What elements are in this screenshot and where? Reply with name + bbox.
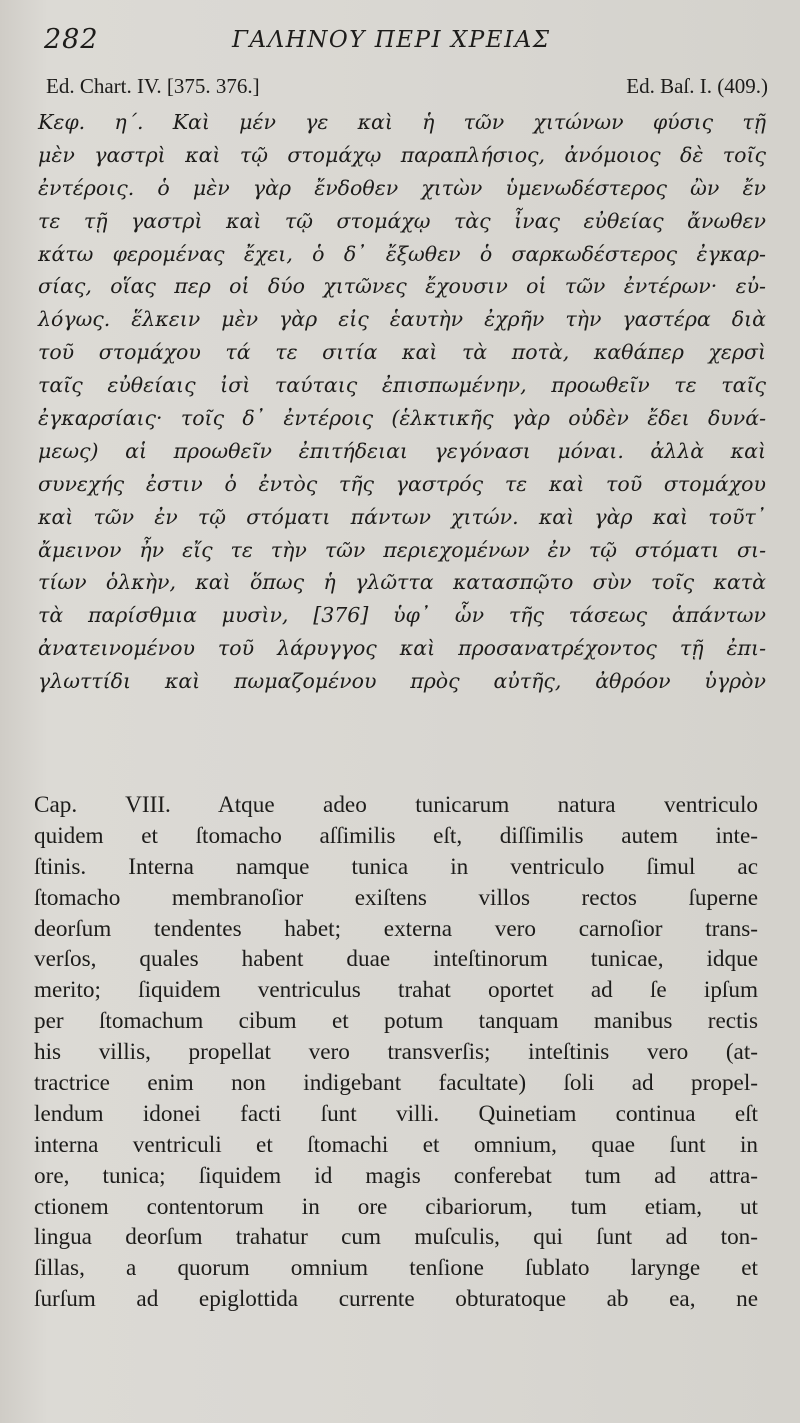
edition-reference-line — [46, 74, 768, 104]
latin-line: ſurſum ad epiglottida currente obturatoque ab ea, ne — [34, 1286, 758, 1313]
greek-line: ἐγκαρσίαις· τοῖς δ᾽ ἐντέροις (ἑλκτικῆς γὰρ οὐδὲν ἔδει δυνά- — [38, 406, 766, 431]
greek-line: λόγως. ἕλκειν μὲν γὰρ εἰς ἑαυτὴν ἐχρῆν τὴν γαστέρα διὰ — [38, 307, 766, 332]
greek-line: γλωττίδι καὶ πωμαζομένου πρὸς αὐτῆς, ἀθρόον ὑγρὸν — [38, 669, 766, 694]
greek-line: ἐντέροις. ὁ μὲν γὰρ ἔνδοθεν χιτὼν ὑμενωδέστερος ὢν ἔν — [38, 175, 766, 200]
latin-line: ſtomacho membranoſior exiſtens villos rectos ſuperne — [34, 884, 758, 911]
greek-line: κάτω φερομένας ἔχει, ὁ δ᾽ ἔξωθεν ὁ σαρκωδέστερος ἐγκαρ- — [38, 241, 766, 266]
greek-line: ἀνατεινομένου τοῦ λάρυγγος καὶ προσανατρέχοντος τῇ ἐπι- — [38, 636, 766, 661]
greek-line: ταῖς εὐθείαις ἰσὶ ταύταις ἐπισπωμένην, προωθεῖν τε ταῖς — [38, 373, 766, 398]
greek-line: Κεφ. η΄. Καὶ μέν γε καὶ ἡ τῶν χιτώνων φύσις τῇ — [38, 110, 766, 134]
latin-line: ſillas, a quorum omnium tenſione ſublato larynge et — [34, 1255, 758, 1282]
greek-line: σίας, οἵας περ οἱ δύο χιτῶνες ἔχουσιν οἱ τῶν ἐντέρων· εὐ- — [38, 274, 766, 299]
latin-line: verſos, quales habent duae inteſtinorum tunicae, idque — [34, 946, 758, 973]
page-header — [44, 24, 764, 64]
greek-line: τίων ὁλκὴν, καὶ ὅπως ἡ γλῶττα κατασπῷτο σὺν τοῖς κατὰ — [38, 570, 766, 595]
page-number: 282 — [44, 24, 99, 55]
running-title: ΓΑΛΗΝΟΥ ΠΕΡΙ ΧΡΕΙΑΣ — [232, 27, 551, 53]
greek-line: τοῦ στομάχου τά τε σιτία καὶ τὰ ποτὰ, καθάπερ χερσὶ — [38, 340, 766, 365]
latin-line: tractrice enim non indigebant facultate) ſoli ad propel- — [34, 1070, 758, 1097]
greek-line: τε τῇ γαστρὶ καὶ τῷ στομάχῳ τὰς ἶνας εὐθείας ἄνωθεν — [38, 208, 766, 233]
greek-line: τὰ παρίσθμια μυσὶν, [376] ὑφ᾽ ὧν τῆς τάσεως ἁπάντων — [38, 603, 766, 628]
latin-line: interna ventriculi et ſtomachi et omnium, quae ſunt in — [34, 1131, 758, 1158]
latin-line: per ſtomachum cibum et potum tanquam manibus rectis — [34, 1008, 758, 1035]
latin-text-block — [34, 790, 758, 1315]
greek-line: μεως) αἱ προωθεῖν ἐπιτήδειαι γεγόνασι μόναι. ἀλλὰ καὶ — [38, 438, 766, 463]
latin-line: quidem et ſtomacho aſſimilis eſt, diſſimilis autem inte- — [34, 822, 758, 849]
latin-line: lingua deorſum trahatur cum muſculis, qui ſunt ad ton- — [34, 1224, 758, 1251]
latin-line: lendum idonei facti ſunt villi. Quinetiam continua eſt — [34, 1100, 758, 1127]
latin-line: deorſum tendentes habet; externa vero carnoſior trans- — [34, 915, 758, 942]
latin-line: his villis, propellat vero transverſis; inteſtinis vero (at- — [34, 1039, 758, 1066]
latin-line: ſtinis. Interna namque tunica in ventriculo ſimul ac — [34, 853, 758, 880]
latin-line: Cap. VIII. Atque adeo tunicarum natura ventriculo — [34, 792, 758, 818]
latin-line: ctionem contentorum in ore cibariorum, tum etiam, ut — [34, 1193, 758, 1220]
latin-line: ore, tunica; ſiquidem id magis conferebat tum ad attra- — [34, 1162, 758, 1189]
greek-line: μὲν γαστρὶ καὶ τῷ στομάχῳ παραπλήσιος, ἀνόμοιος δὲ τοῖς — [38, 142, 766, 167]
greek-text-block — [38, 106, 766, 698]
greek-line: συνεχής ἐστιν ὁ ἐντὸς τῆς γαστρός τε καὶ τοῦ στομάχου — [38, 471, 766, 496]
latin-line: merito; ſiquidem ventriculus trahat oportet ad ſe ipſum — [34, 977, 758, 1004]
greek-line: ἄμεινον ἦν εἴς τε τὴν τῶν περιεχομένων ἐν τῷ στόματι σι- — [38, 537, 766, 562]
edition-reference-left: Ed. Chart. IV. [375. 376.] — [46, 74, 260, 98]
greek-line: καὶ τῶν ἐν τῷ στόματι πάντων χιτών. καὶ γὰρ καὶ τοῦτ᾽ — [38, 504, 766, 529]
edition-reference-right: Ed. Baſ. I. (409.) — [626, 74, 768, 98]
